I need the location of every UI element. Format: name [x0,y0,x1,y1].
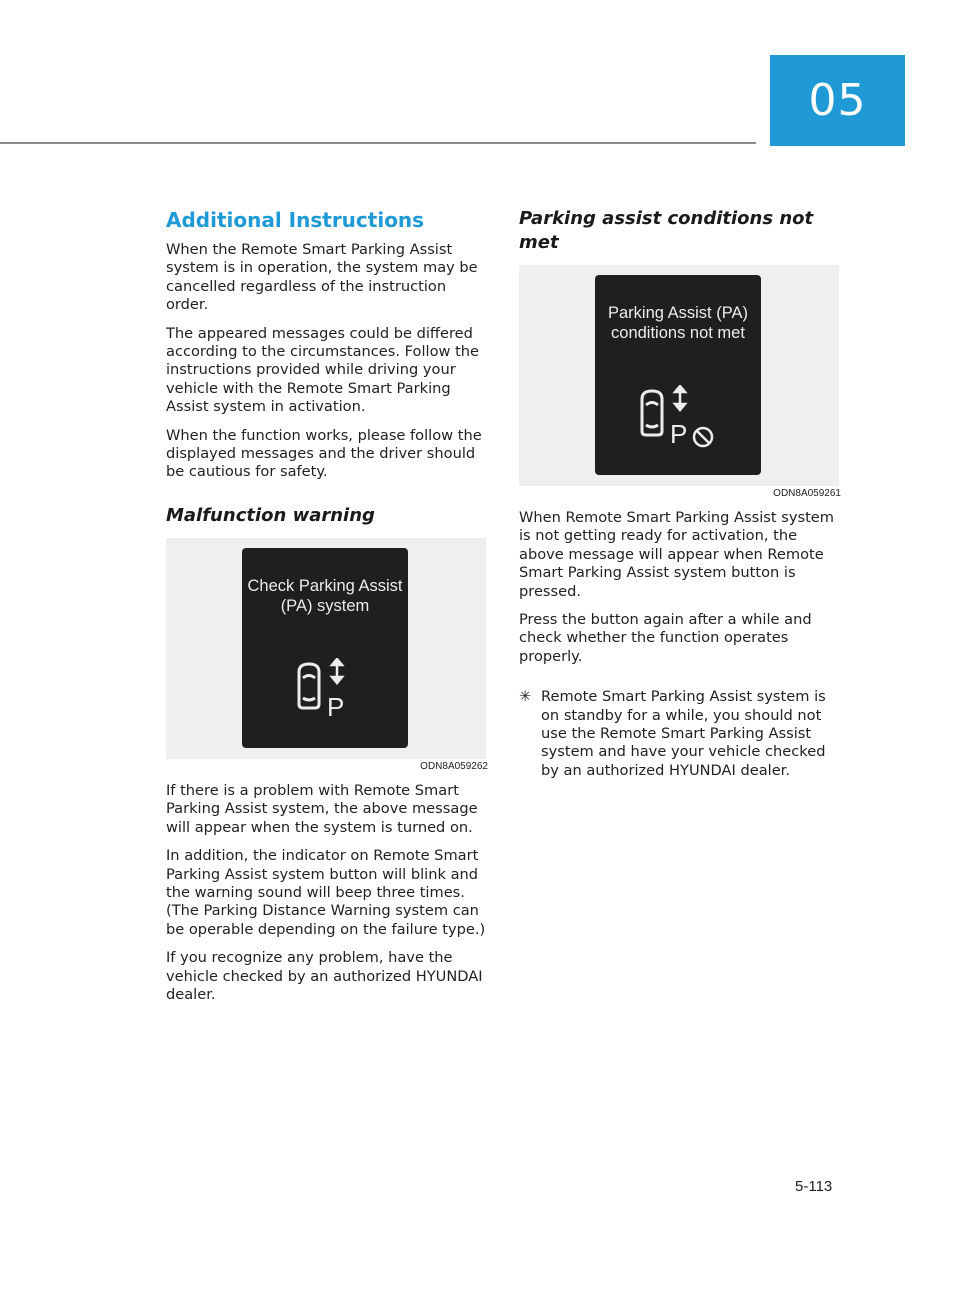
car-parking-prohibited-icon [638,385,718,454]
chapter-number: 05 [808,75,867,126]
chapter-tab [770,55,905,146]
malfunction-heading: Malfunction warning [166,504,375,526]
cluster-display [242,548,408,748]
paragraph: When the function works, please follow the displayed messages and the driver should be cautious for safety. [166,426,482,481]
right-column [519,207,841,780]
figure-caption: ODN8A059262 [420,760,488,772]
cluster-display [595,275,761,475]
conditions-heading: Parking assist conditions not met [519,208,814,253]
page-number: 5-113 [795,1178,833,1195]
paragraph: The appeared messages could be differed according to the circumstances. Follow the instructions provided while driving your vehicle with the Remote Smart Parking Assist system in activation. [166,324,480,416]
svg-text:P: P [670,419,688,449]
paragraph: When the Remote Smart Parking Assist system is in operation, the system may be cancelled regardless of the instruction order. [166,241,478,314]
malfunction-figure [166,538,486,759]
paragraph: Press the button again after a while and check whether the function operates properly. [519,611,812,665]
display-message: Parking Assist (PA) conditions not met [608,304,748,342]
header-rule [0,142,756,144]
left-column [166,207,488,1014]
svg-text:P: P [327,691,345,722]
paragraph: In addition, the indicator on Remote Smart Parking Assist system button will blink and the warning sound will beep three times. (The Parking Distance Warning system can be operable depending on the failure type.) [166,847,486,938]
conditions-figure [519,265,839,486]
asterisk-icon: ✳ [519,688,532,706]
paragraph: If there is a problem with Remote Smart Parking Assist system, the above message will appear when the system is turned on. [166,781,478,836]
note [519,688,841,780]
paragraph: If you recognize any problem, have the vehicle checked by an authorized HYUNDAI dealer. [166,949,483,1003]
section-title: Additional Instructions [166,208,425,232]
figure-caption: ODN8A059261 [773,488,841,499]
note-text: Remote Smart Parking Assist system is on standby for a while, you should not use the Remote Smart Parking Assist system and have your vehicle checked by an authorized HYUNDAI dealer. [541,688,826,779]
car-parking-icon [295,658,355,727]
display-message: Check Parking Assist (PA) system [247,576,403,615]
paragraph: When Remote Smart Parking Assist system is not getting ready for activation, the above message will appear when Remote Smart Parking Assist system button is pressed. [519,509,834,600]
